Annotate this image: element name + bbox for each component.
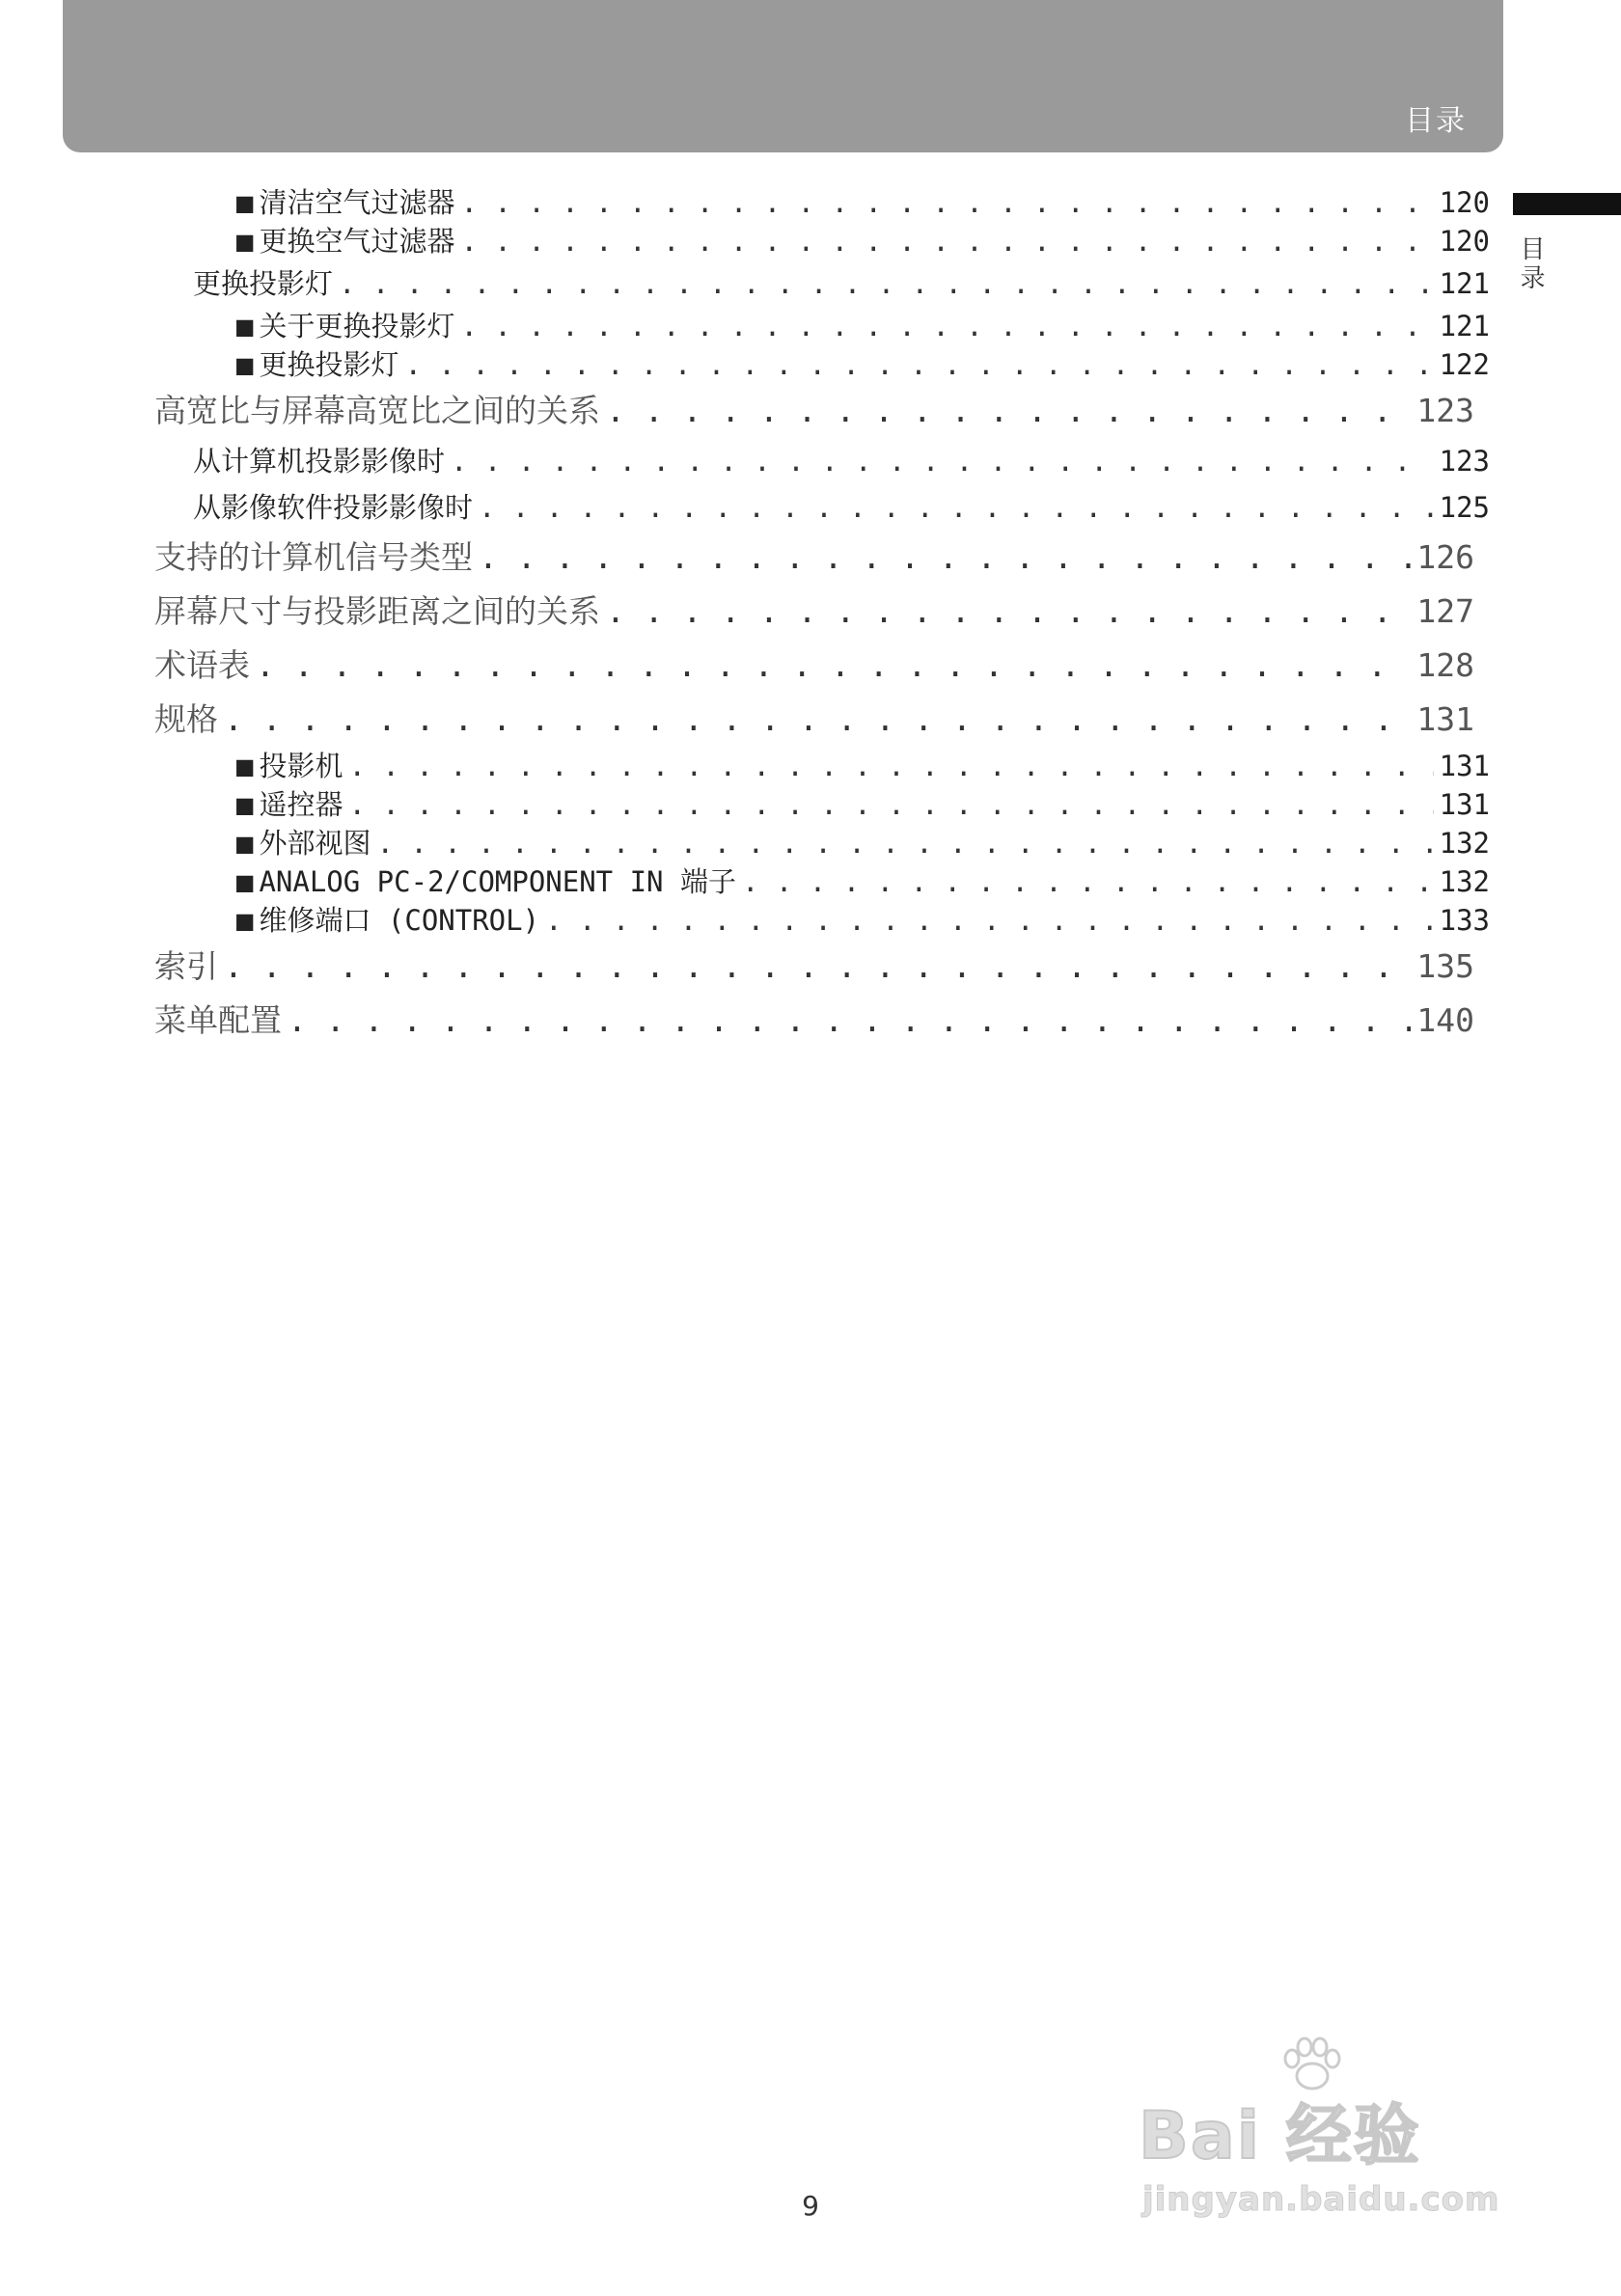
toc-entry[interactable]: [154, 940, 1474, 994]
toc-entry[interactable]: [236, 307, 1490, 345]
toc-entry-label: [236, 345, 398, 384]
toc-entry-page: 131: [1416, 700, 1474, 738]
toc-entry-label: [193, 438, 445, 484]
toc-entry[interactable]: [193, 484, 1490, 531]
dot-leader: [339, 260, 1434, 307]
toc-entry-label: [236, 307, 454, 345]
toc-entry-label: [154, 384, 600, 438]
toc-entry[interactable]: [154, 384, 1474, 438]
dot-leader: [460, 307, 1433, 345]
toc-entry[interactable]: [154, 693, 1474, 747]
toc-entry[interactable]: [236, 183, 1490, 222]
watermark-brand: Bai 经验: [1139, 2098, 1421, 2174]
square-bullet-icon: ■: [236, 186, 254, 219]
dot-leader: [606, 585, 1411, 639]
toc-entry-page: 132: [1439, 827, 1490, 860]
toc-entry-label: [193, 260, 333, 307]
square-bullet-icon: ■: [236, 788, 254, 821]
toc-entry-text: 关于更换投影灯: [259, 310, 455, 342]
toc-entry[interactable]: [236, 345, 1490, 384]
side-tab-marker: [1513, 193, 1621, 215]
header-title: 目录: [1405, 104, 1467, 138]
toc-entry-text: 支持的计算机信号类型: [154, 538, 473, 576]
dot-leader: [460, 183, 1433, 222]
toc-entry-text: 屏幕尺寸与投影距离之间的关系: [154, 592, 600, 630]
toc-entry-page: 131: [1439, 750, 1490, 782]
toc-entry-text: 更换投影灯: [259, 348, 399, 381]
toc-entry-text: ANALOG PC-2/COMPONENT IN 端子: [259, 865, 736, 898]
toc-entry[interactable]: [236, 785, 1490, 824]
page-number: 9: [802, 2190, 819, 2222]
dot-leader: [376, 824, 1433, 862]
toc-entry[interactable]: [193, 438, 1490, 484]
baidu-watermark: [1139, 2036, 1525, 2228]
toc-entry-text: 索引: [154, 947, 218, 985]
toc-entry-label: [154, 531, 473, 585]
toc-entry-label: [236, 183, 454, 222]
dot-leader: [451, 438, 1434, 484]
square-bullet-icon: ■: [236, 225, 254, 258]
toc-entry-page: 127: [1416, 592, 1474, 630]
toc-entry[interactable]: [193, 260, 1490, 307]
toc-entry-page: 120: [1439, 225, 1490, 258]
toc-entry-page: 131: [1439, 788, 1490, 821]
toc-entry-text: 菜单配置: [154, 1001, 282, 1039]
toc-entry-text: 外部视图: [259, 827, 371, 860]
square-bullet-icon: ■: [236, 310, 254, 342]
toc-entry-label: [236, 862, 736, 901]
toc-entry-page: 126: [1416, 538, 1474, 576]
toc-entry-label: [236, 901, 539, 940]
dot-leader: [404, 345, 1433, 384]
toc-entry-page: 135: [1416, 947, 1474, 985]
toc-entry-label: [236, 785, 343, 824]
table-of-contents: [154, 183, 1490, 1048]
toc-entry-text: 规格: [154, 700, 218, 738]
toc-entry-page: 125: [1439, 491, 1490, 524]
header-bar: [63, 0, 1503, 152]
toc-entry-text: 从影像软件投影影像时: [193, 491, 474, 524]
toc-entry-text: 从计算机投影影像时: [193, 445, 446, 478]
toc-entry-page: 121: [1439, 310, 1490, 342]
toc-entry[interactable]: [154, 639, 1474, 693]
toc-entry-page: 120: [1439, 186, 1490, 219]
toc-entry-page: 128: [1416, 646, 1474, 684]
dot-leader: [224, 940, 1411, 994]
toc-entry-text: 投影机: [259, 750, 343, 782]
toc-entry[interactable]: [236, 901, 1490, 940]
toc-entry-text: 更换空气过滤器: [259, 225, 455, 258]
toc-entry[interactable]: [236, 862, 1490, 901]
toc-entry-label: [154, 585, 600, 639]
dot-leader: [224, 693, 1411, 747]
dot-leader: [479, 531, 1411, 585]
side-tab-label: 目录: [1516, 235, 1545, 293]
dot-leader: [288, 994, 1411, 1048]
square-bullet-icon: ■: [236, 827, 254, 860]
dot-leader: [545, 901, 1434, 940]
toc-entry[interactable]: [154, 994, 1474, 1048]
square-bullet-icon: ■: [236, 904, 254, 937]
toc-entry-text: 清洁空气过滤器: [259, 186, 455, 219]
toc-entry-page: 122: [1439, 348, 1490, 381]
toc-entry[interactable]: [236, 824, 1490, 862]
toc-entry-page: 133: [1439, 904, 1490, 937]
toc-entry-page: 123: [1439, 445, 1490, 478]
square-bullet-icon: ■: [236, 865, 254, 898]
toc-entry-text: 更换投影灯: [193, 267, 334, 300]
toc-entry-text: 高宽比与屏幕高宽比之间的关系: [154, 392, 600, 429]
dot-leader: [348, 747, 1433, 785]
toc-entry-label: [193, 484, 473, 531]
toc-entry-label: [236, 222, 454, 260]
toc-entry-label: [236, 824, 371, 862]
dot-leader: [256, 639, 1411, 693]
toc-entry[interactable]: [154, 531, 1474, 585]
square-bullet-icon: ■: [236, 348, 254, 381]
watermark-url: jingyan.baidu.com: [1142, 2180, 1500, 2219]
toc-entry[interactable]: [236, 222, 1490, 260]
dot-leader: [479, 484, 1434, 531]
dot-leader: [742, 862, 1434, 901]
dot-leader: [606, 384, 1411, 438]
toc-entry-page: 140: [1416, 1001, 1474, 1039]
toc-entry-page: 123: [1416, 392, 1474, 429]
toc-entry-label: [236, 747, 343, 785]
dot-leader: [348, 785, 1433, 824]
square-bullet-icon: ■: [236, 750, 254, 782]
toc-entry-text: 维修端口 (CONTROL): [259, 904, 540, 937]
toc-entry-label: [154, 639, 250, 693]
dot-leader: [460, 222, 1433, 260]
toc-entry[interactable]: [154, 585, 1474, 639]
toc-entry-label: [154, 693, 218, 747]
toc-entry-text: 术语表: [154, 646, 250, 684]
toc-entry-label: [154, 994, 282, 1048]
toc-entry-page: 121: [1439, 267, 1490, 300]
toc-entry-label: [154, 940, 218, 994]
toc-entry-text: 遥控器: [259, 788, 343, 821]
toc-entry-page: 132: [1439, 865, 1490, 898]
toc-entry[interactable]: [236, 747, 1490, 785]
